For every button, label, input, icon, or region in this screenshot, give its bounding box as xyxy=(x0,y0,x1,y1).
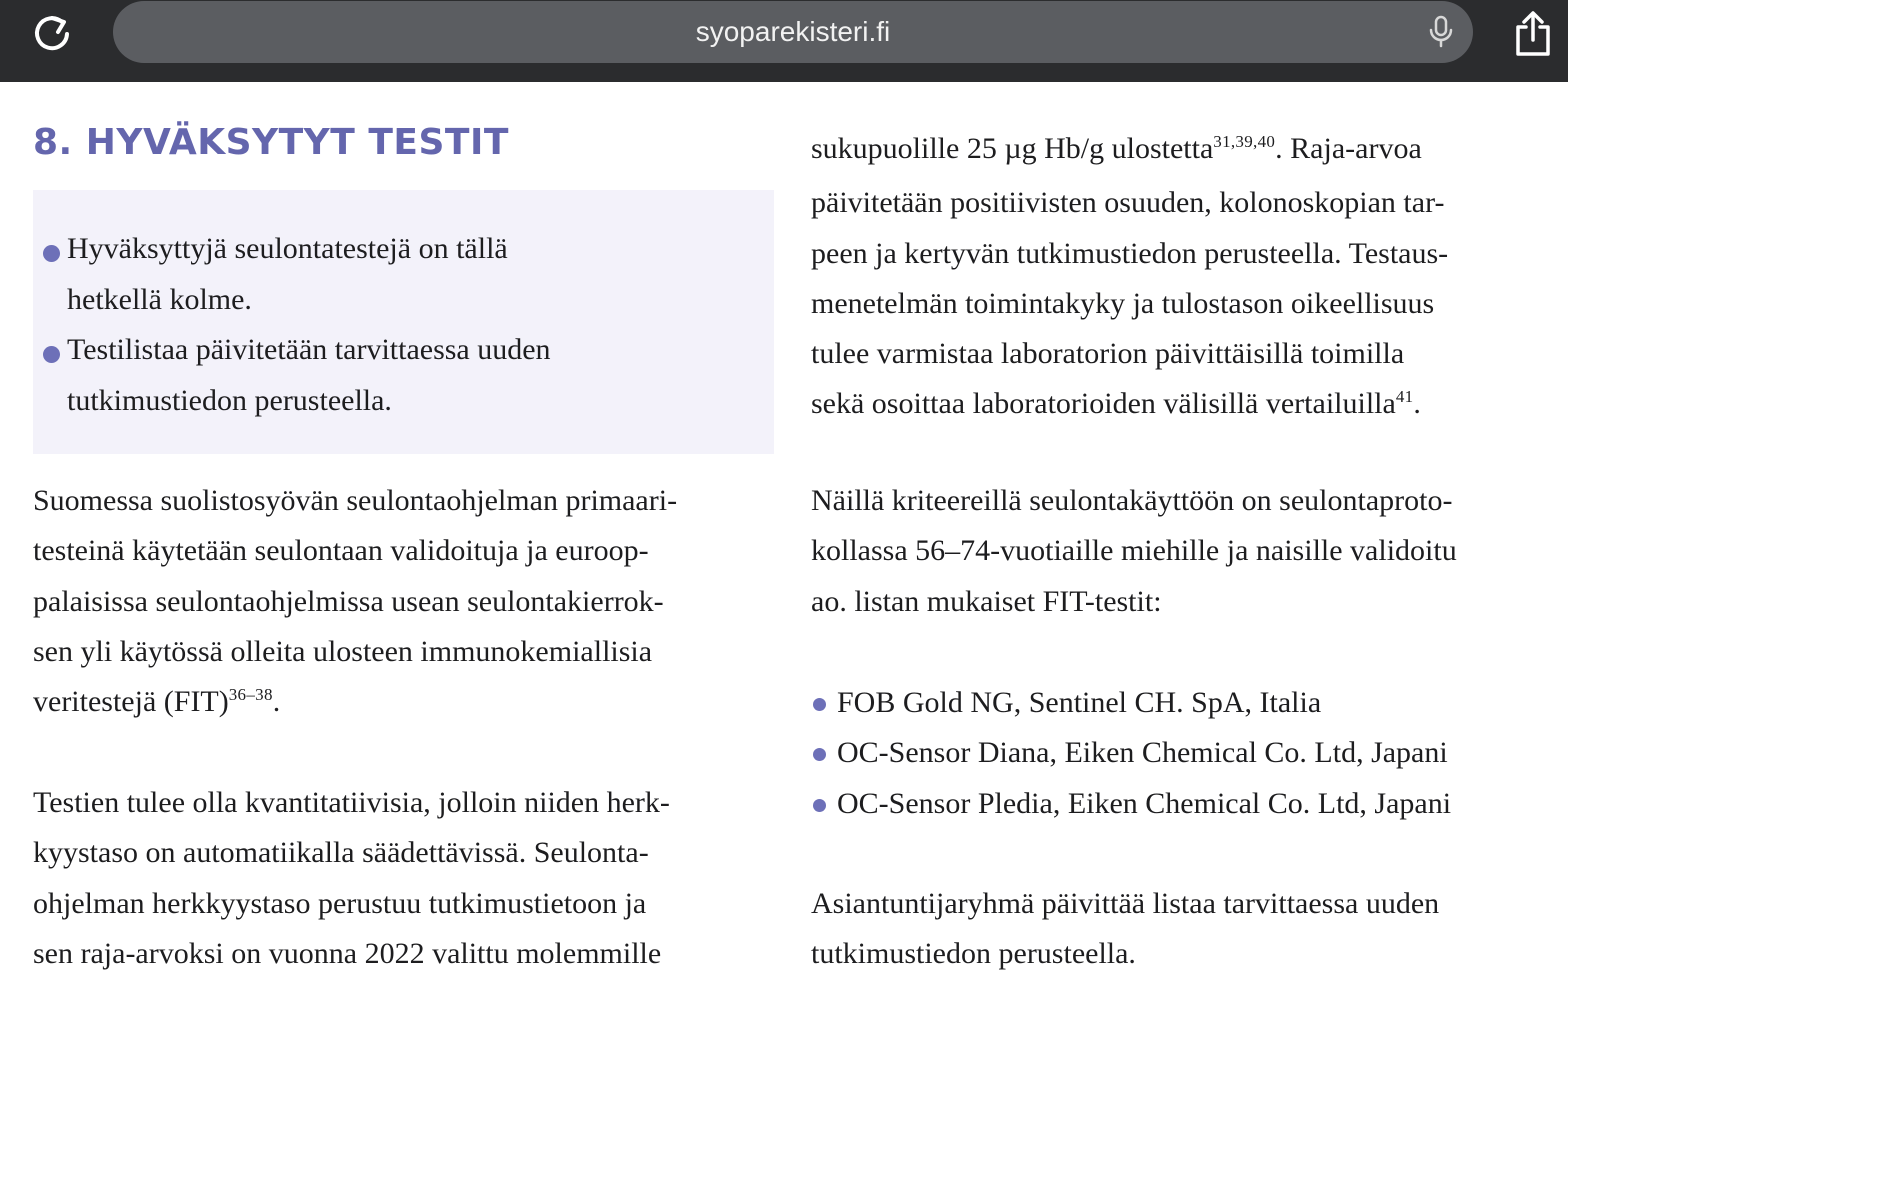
test-item xyxy=(811,678,1451,728)
bullet-icon xyxy=(813,748,826,761)
text-line: Suomessa suolistosyövän seulontaohjelman primaari- xyxy=(33,484,678,517)
text-segment: sekä osoittaa laboratorioiden välisillä vertailuilla xyxy=(811,387,1396,421)
summary-line: hetkellä kolme. xyxy=(67,282,252,316)
approved-tests-list xyxy=(811,678,1451,829)
section-heading: 8. HYVÄKSYTYT TESTIT xyxy=(33,122,509,163)
summary-item xyxy=(67,224,551,325)
text-line: päivitetään positiivisten osuuden, kolonoskopian tar- xyxy=(811,186,1445,220)
text-line: tutkimustiedon perusteella. xyxy=(811,937,1136,971)
text-line xyxy=(811,124,1448,178)
text-segment: veritestejä (FIT) xyxy=(33,685,229,719)
text-line: kollassa 56–74-vuotiaille miehille ja naisille validoitu xyxy=(811,534,1457,568)
reference-superscript: 41 xyxy=(1395,387,1414,407)
reference-superscript: 36–38 xyxy=(228,685,273,705)
text-line: testeinä käytetään seulontaan validoituja ja euroop- xyxy=(33,534,649,568)
text-segment: . xyxy=(1413,387,1421,421)
text-line: kyystaso on automatiikalla säädettävissä. Seulonta- xyxy=(33,836,649,870)
text-line: ao. listan mukaiset FIT-testit: xyxy=(811,584,1162,618)
text-line: sen yli käytössä olleita ulosteen immunokemiallisia xyxy=(33,634,653,668)
text-line: ohjelman herkkyystaso perustuu tutkimustietoon ja xyxy=(33,886,647,920)
reload-button[interactable] xyxy=(26,8,78,60)
summary-line: Testilistaa päivitetään tarvittaessa uuden xyxy=(67,333,551,366)
test-name: FOB Gold NG, Sentinel CH. SpA, Italia xyxy=(837,686,1322,719)
microphone-icon xyxy=(1428,15,1454,49)
summary-list xyxy=(67,224,551,426)
test-name: OC-Sensor Pledia, Eiken Chemical Co. Ltd, Japani xyxy=(837,786,1452,820)
reload-icon xyxy=(30,12,74,56)
text-line: peen ja kertyvän tutkimustiedon perusteella. Testaus- xyxy=(811,236,1449,270)
bullet-icon xyxy=(813,698,826,711)
share-button[interactable] xyxy=(1508,8,1558,60)
reference-superscript: 31,39,40 xyxy=(1213,132,1276,151)
test-item xyxy=(811,728,1451,778)
paragraph-criteria xyxy=(811,476,1457,627)
browser-toolbar xyxy=(0,0,1568,82)
test-name: OC-Sensor Diana, Eiken Chemical Co. Ltd, Japani xyxy=(837,736,1448,770)
bullet-icon xyxy=(813,799,826,812)
text-line: tulee varmistaa laboratorion päivittäisillä toimilla xyxy=(811,337,1405,371)
address-bar[interactable] xyxy=(113,1,1473,63)
text-line xyxy=(33,677,677,731)
paragraph-expert-group xyxy=(811,879,1439,980)
text-line: Näillä kriteereillä seulontakäyttöön on seulontaproto- xyxy=(811,484,1453,517)
paragraph-quantitative xyxy=(33,778,670,979)
text-line: Asiantuntijaryhmä päivittää listaa tarvittaessa uuden xyxy=(811,887,1440,920)
text-line: palaisissa seulontaohjelmissa usean seulontakierrok- xyxy=(33,584,664,618)
text-line: menetelmän toimintakyky ja tulostason oikeellisuus xyxy=(811,286,1435,320)
text-line xyxy=(811,379,1448,433)
text-segment: . xyxy=(272,685,281,719)
page-content xyxy=(0,82,1568,992)
bullet-icon xyxy=(43,245,60,262)
bullet-icon xyxy=(43,346,60,363)
summary-line: tutkimustiedon perusteella. xyxy=(67,383,392,417)
share-icon xyxy=(1513,10,1553,58)
text-line: Testien tulee olla kvantitatiivisia, jolloin niiden herk- xyxy=(33,786,670,819)
paragraph-primary-tests xyxy=(33,476,677,731)
text-segment: . Raja-arvoa xyxy=(1275,132,1422,165)
paragraph-threshold xyxy=(811,124,1448,434)
test-item xyxy=(811,779,1451,829)
summary-line: Hyväksyttyjä seulontatestejä on tällä xyxy=(67,232,508,265)
text-segment: sukupuolille 25 µg Hb/g ulostetta xyxy=(811,132,1214,165)
summary-box xyxy=(33,190,774,454)
text-line: sen raja-arvoksi on vuonna 2022 valittu molemmille xyxy=(33,936,662,970)
voice-search-button[interactable] xyxy=(1427,14,1455,50)
url-text: syoparekisteri.fi xyxy=(695,16,891,47)
summary-item xyxy=(67,325,551,426)
